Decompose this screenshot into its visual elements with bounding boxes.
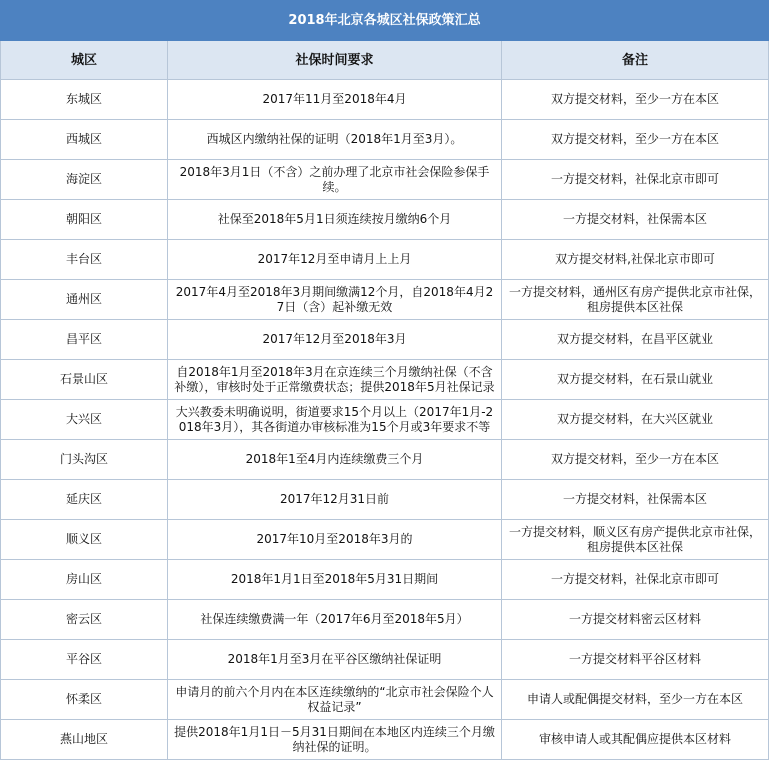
cell-note-text: 一方提交材料，社保需本区 [563, 492, 708, 506]
cell-requirement-text: 西城区内缴纳社保的证明（2018年1月至3月）。 [206, 132, 463, 146]
cell-requirement[interactable] [168, 320, 502, 360]
cell-note-text: 双方提交材料，至少一方在本区 [551, 132, 720, 146]
column-header-district[interactable]: 城区 [1, 41, 168, 80]
cell-requirement[interactable] [168, 560, 502, 600]
cell-district-text: 丰台区 [65, 252, 102, 266]
cell-note-text: 一方提交材料密云区材料 [569, 612, 702, 626]
cell-note[interactable] [502, 520, 769, 560]
cell-requirement-text: 2017年12月至申请月上上月 [257, 252, 412, 266]
cell-requirement-text: 提供2018年1月1日－5月31日期间在本地区内连续三个月缴纳社保的证明。 [174, 724, 495, 754]
header-row [1, 41, 769, 80]
cell-requirement[interactable] [168, 280, 502, 320]
cell-note-text: 申请人或配偶提交材料，至少一方在本区 [527, 692, 744, 706]
cell-requirement[interactable] [168, 120, 502, 160]
cell-note[interactable] [502, 720, 769, 760]
cell-note-text: 双方提交材料，在石景山就业 [557, 372, 714, 386]
table-row [1, 680, 769, 720]
cell-requirement-text: 2017年10月至2018年3月的 [256, 532, 413, 546]
cell-district[interactable] [1, 400, 168, 440]
cell-district[interactable] [1, 720, 168, 760]
cell-requirement[interactable] [168, 480, 502, 520]
cell-requirement[interactable] [168, 440, 502, 480]
column-header-note[interactable]: 备注 [502, 41, 769, 80]
table-row [1, 120, 769, 160]
cell-district-text: 顺义区 [65, 532, 102, 546]
cell-district-text: 昌平区 [65, 332, 102, 346]
cell-requirement[interactable] [168, 520, 502, 560]
cell-district[interactable] [1, 560, 168, 600]
table-row [1, 280, 769, 320]
table-row [1, 400, 769, 440]
cell-district-text: 门头沟区 [59, 452, 108, 466]
cell-district-text: 房山区 [65, 572, 102, 586]
cell-note-text: 一方提交材料，社保北京市即可 [551, 172, 720, 186]
cell-note[interactable] [502, 480, 769, 520]
cell-note-text: 审核申请人或其配偶应提供本区材料 [539, 732, 732, 746]
table-row [1, 720, 769, 760]
cell-requirement-text: 2017年4月至2018年3月期间缴满12个月，自2018年4月27日（含）起补缴无效 [175, 284, 494, 314]
cell-district[interactable] [1, 440, 168, 480]
cell-note-text: 一方提交材料，社保需本区 [563, 212, 708, 226]
cell-district-text: 密云区 [65, 612, 102, 626]
cell-note[interactable] [502, 640, 769, 680]
table-row [1, 200, 769, 240]
cell-note-text: 双方提交材料，至少一方在本区 [551, 92, 720, 106]
cell-district[interactable] [1, 200, 168, 240]
table-row [1, 600, 769, 640]
cell-note[interactable] [502, 440, 769, 480]
cell-requirement[interactable] [168, 160, 502, 200]
cell-requirement[interactable] [168, 360, 502, 400]
cell-requirement[interactable] [168, 720, 502, 760]
cell-district[interactable] [1, 280, 168, 320]
cell-requirement-text: 自2018年1月至2018年3月在京连续三个月缴纳社保（不含补缴），审核时处于正常缴费状态；提供2018年5月社保记录 [174, 364, 495, 394]
cell-district[interactable] [1, 120, 168, 160]
cell-requirement[interactable] [168, 640, 502, 680]
cell-district[interactable] [1, 600, 168, 640]
cell-district[interactable] [1, 640, 168, 680]
table-row [1, 240, 769, 280]
cell-note[interactable] [502, 680, 769, 720]
cell-requirement-text: 2018年1至4月内连续缴费三个月 [245, 452, 424, 466]
cell-district-text: 东城区 [65, 92, 102, 106]
cell-district[interactable] [1, 680, 168, 720]
cell-requirement-text: 2018年3月1日（不含）之前办理了北京市社会保险参保手续。 [179, 164, 490, 194]
cell-note[interactable] [502, 160, 769, 200]
table-row [1, 640, 769, 680]
column-header-requirement[interactable]: 社保时间要求 [168, 41, 502, 80]
table-row [1, 560, 769, 600]
cell-district-text: 平谷区 [65, 652, 102, 666]
cell-requirement-text: 社保至2018年5月1日须连续按月缴纳6个月 [217, 212, 452, 226]
cell-note-text: 双方提交材料，至少一方在本区 [551, 452, 720, 466]
table-row [1, 520, 769, 560]
table-row [1, 480, 769, 520]
cell-requirement[interactable] [168, 680, 502, 720]
cell-note[interactable] [502, 360, 769, 400]
cell-note[interactable] [502, 560, 769, 600]
cell-note[interactable] [502, 400, 769, 440]
cell-district-text: 朝阳区 [65, 212, 102, 226]
cell-requirement-text: 2017年11月至2018年4月 [262, 92, 407, 106]
cell-requirement-text: 大兴教委未明确说明，街道要求15个月以上（2017年1月-2018年3月），其各街道办审核标准为15个月或3年要求不等 [175, 404, 494, 434]
cell-district-text: 海淀区 [65, 172, 102, 186]
cell-note-text: 一方提交材料，社保北京市即可 [551, 572, 720, 586]
cell-requirement-text: 2017年12月31日前 [279, 492, 390, 506]
cell-requirement[interactable] [168, 240, 502, 280]
cell-note-text: 双方提交材料，在大兴区就业 [557, 412, 714, 426]
cell-note[interactable] [502, 600, 769, 640]
cell-requirement-text: 2018年1月1日至2018年5月31日期间 [230, 572, 439, 586]
table-title: 2018年北京各城区社保政策汇总 [1, 1, 769, 41]
table-row [1, 320, 769, 360]
table-row [1, 160, 769, 200]
cell-district-text: 延庆区 [65, 492, 102, 506]
cell-district-text: 石景山区 [59, 372, 108, 386]
cell-note[interactable] [502, 280, 769, 320]
cell-district[interactable] [1, 520, 168, 560]
cell-requirement-text: 2018年1月至3月在平谷区缴纳社保证明 [227, 652, 442, 666]
cell-district[interactable] [1, 80, 168, 120]
table-row [1, 440, 769, 480]
cell-district[interactable] [1, 360, 168, 400]
cell-requirement[interactable] [168, 600, 502, 640]
cell-note-text: 一方提交材料平谷区材料 [569, 652, 702, 666]
cell-district-text: 通州区 [65, 292, 102, 306]
cell-note[interactable] [502, 320, 769, 360]
cell-note[interactable] [502, 80, 769, 120]
cell-note-text: 一方提交材料，通州区有房产提供北京市社保，租房提供本区社保 [509, 284, 762, 314]
cell-note[interactable] [502, 120, 769, 160]
cell-district[interactable] [1, 240, 168, 280]
cell-requirement[interactable] [168, 80, 502, 120]
cell-district[interactable] [1, 160, 168, 200]
cell-district-text: 燕山地区 [59, 732, 108, 746]
cell-district-text: 西城区 [65, 132, 102, 146]
cell-district-text: 怀柔区 [65, 692, 102, 706]
cell-note-text: 双方提交材料，在昌平区就业 [557, 332, 714, 346]
cell-district-text: 大兴区 [65, 412, 102, 426]
cell-requirement[interactable] [168, 400, 502, 440]
cell-note-text: 一方提交材料，顺义区有房产提供北京市社保，租房提供本区社保 [509, 524, 762, 554]
cell-district[interactable] [1, 320, 168, 360]
cell-note-text: 双方提交材料,社保北京市即可 [555, 252, 715, 266]
table-row [1, 80, 769, 120]
cell-note[interactable] [502, 200, 769, 240]
cell-note[interactable] [502, 240, 769, 280]
title-row [1, 1, 769, 41]
cell-requirement-text: 申请月的前六个月内在本区连续缴纳的“北京市社会保险个人权益记录” [175, 684, 494, 714]
cell-district[interactable] [1, 480, 168, 520]
cell-requirement-text: 社保连续缴费满一年（2017年6月至2018年5月） [200, 612, 469, 626]
table-row [1, 360, 769, 400]
cell-requirement-text: 2017年12月至2018年3月 [262, 332, 407, 346]
cell-requirement[interactable] [168, 200, 502, 240]
